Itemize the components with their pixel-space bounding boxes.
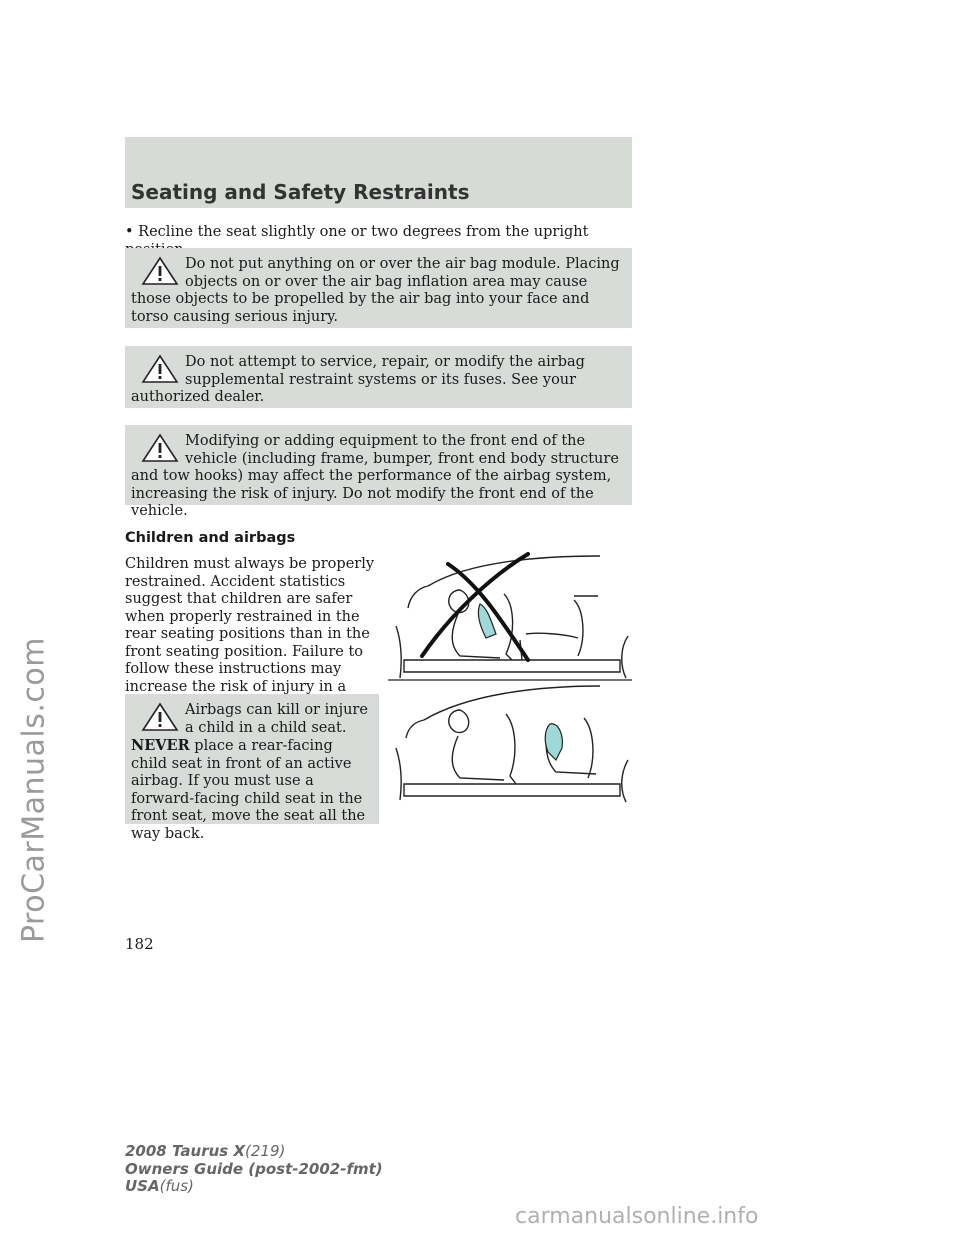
warning-line1: Airbags can kill or injure a child in a child seat.	[185, 702, 368, 736]
incorrect-front-seat-scene	[396, 556, 628, 678]
warning-triangle-icon	[141, 433, 179, 463]
correct-rear-seat-scene	[396, 686, 628, 802]
side-watermark-text: ProCarManuals.com	[16, 636, 52, 944]
footer-line-1: 2008 Taurus X(219)	[125, 1142, 286, 1160]
warning-text: Do not put anything on or over the air bag module. Placing objects on or over the air bag inflation area may cause those objects to be propelled by the air bag into your face and torso causing serious injury.	[131, 256, 620, 325]
warning-box	[125, 346, 632, 408]
bottom-watermark: carmanualsonline.info	[515, 1204, 759, 1229]
page-number: 182	[125, 935, 154, 953]
warning-box	[125, 425, 632, 519]
warning-text: Modifying or adding equipment to the front end of the vehicle (including frame, bumper, front end body structure and tow hooks) may affect the performance of the airbag system, increasing the risk of injury. Do not modify the front end of the vehicle.	[131, 433, 619, 519]
bullet-mark: •	[125, 224, 134, 240]
warning-triangle-icon	[141, 702, 179, 732]
warning-rest: place a rear-facing child seat in front of an active airbag. If you must use a forward-facing child seat in the front seat, move the seat all the way back.	[131, 738, 366, 842]
section-header-band	[125, 137, 632, 208]
warning-text: Do not attempt to service, repair, or modify the airbag supplemental restraint systems or its fuses. See your authorized dealer.	[131, 354, 585, 405]
page-title: Seating and Safety Restraints	[131, 180, 470, 204]
footer-line-2: Owners Guide (post-2002-fmt)	[125, 1159, 383, 1178]
section-heading: Children and airbags	[125, 530, 296, 546]
warning-triangle-icon	[141, 256, 179, 286]
never-emphasis: NEVER	[131, 737, 190, 754]
child-seat-warning-box	[125, 694, 379, 842]
document-footer	[125, 1143, 383, 1196]
warning-box	[125, 248, 632, 328]
section-paragraph: Children must always be properly restrained. Accident statistics suggest that children are safer when properly restrained in the rear seating positions than in the front seating position. Failure to follow these instructions may increase the risk of injury in a	[125, 556, 375, 695]
footer-line-3: USA(fus)	[125, 1177, 194, 1195]
bullet-text: Recline the seat slightly one or two degrees from the upright	[138, 224, 589, 240]
warning-triangle-icon	[141, 354, 179, 384]
prohibited-x-mark	[422, 554, 528, 660]
side-watermark	[4, 440, 64, 1140]
child-seat-placement-illustration	[388, 548, 632, 810]
